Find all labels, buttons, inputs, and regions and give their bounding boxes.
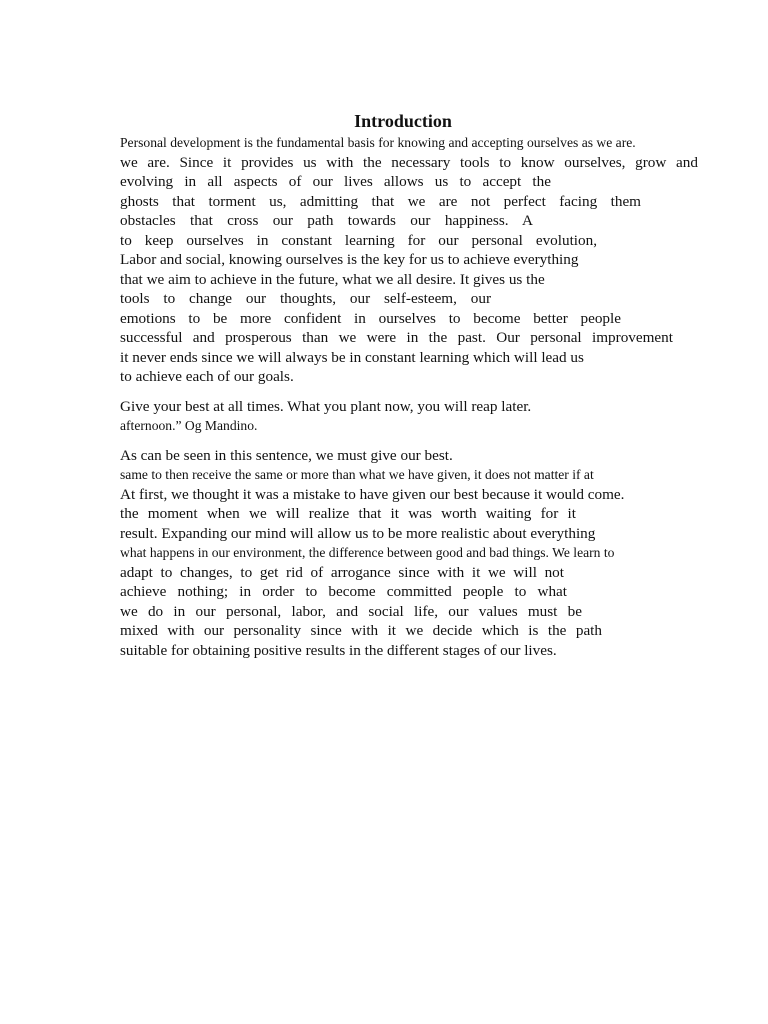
text-line: suitable for obtaining positive results in the different stages of our lives.: [120, 642, 557, 659]
text-line: result. Expanding our mind will allow us to be more realistic about everything: [120, 525, 596, 542]
text-line: we are. Since it provides us with the necessary tools to know ourselves, grow and: [120, 154, 698, 171]
text-line: At first, we thought it was a mistake to have given our best because it would come.: [120, 486, 625, 503]
quote-attribution: afternoon.” Og Mandino.: [120, 418, 258, 433]
document-title: Introduction: [354, 111, 452, 131]
text-line: to achieve each of our goals.: [120, 368, 294, 385]
text-line: tools to change our thoughts, our self-esteem, our: [120, 290, 491, 307]
text-line: evolving in all aspects of our lives allows us to accept the: [120, 173, 551, 190]
text-line: Personal development is the fundamental basis for knowing and accepting ourselves as we are.: [120, 135, 636, 150]
text-line: that we aim to achieve in the future, what we all desire. It gives us the: [120, 271, 545, 288]
quote-line: Give your best at all times. What you plant now, you will reap later.: [120, 398, 532, 415]
text-line: the moment when we will realize that it was worth waiting for it: [120, 505, 576, 522]
text-line: achieve nothing; in order to become committed people to what: [120, 583, 567, 600]
text-line: emotions to be more confident in ourselves to become better people: [120, 310, 621, 327]
text-line: As can be seen in this sentence, we must give our best.: [120, 447, 453, 464]
text-line: Labor and social, knowing ourselves is the key for us to achieve everything: [120, 251, 579, 268]
text-line: we do in our personal, labor, and social life, our values must be: [120, 603, 582, 620]
text-line: obstacles that cross our path towards our happiness. A: [120, 212, 533, 229]
text-line: successful and prosperous than we were in the past. Our personal improvement: [120, 329, 673, 346]
text-line: ghosts that torment us, admitting that we are not perfect facing them: [120, 193, 641, 210]
text-line: mixed with our personality since with it we decide which is the path: [120, 622, 602, 639]
text-line: it never ends since we will always be in constant learning which will lead us: [120, 349, 584, 366]
text-line: to keep ourselves in constant learning for our personal evolution,: [120, 232, 597, 249]
text-line: same to then receive the same or more than what we have given, it does not matter if at: [120, 467, 594, 482]
text-line: adapt to changes, to get rid of arrogance since with it we will not: [120, 564, 564, 581]
text-line: what happens in our environment, the difference between good and bad things. We learn to: [120, 545, 615, 560]
